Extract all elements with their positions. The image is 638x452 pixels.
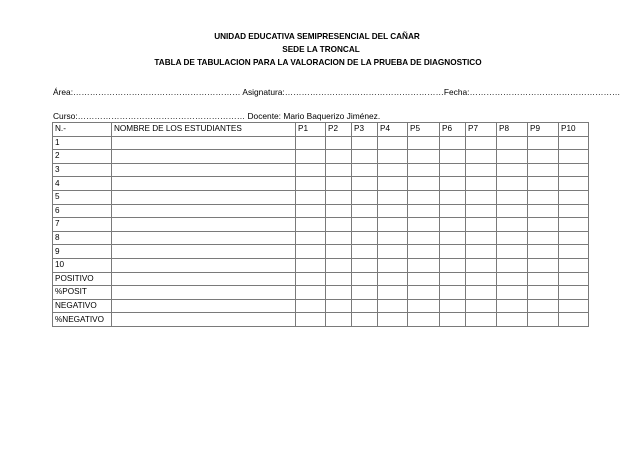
table-row xyxy=(53,245,589,259)
table-row xyxy=(53,258,589,272)
answer-cell xyxy=(440,218,466,232)
answer-cell xyxy=(296,136,326,150)
answer-cell xyxy=(497,245,528,259)
row-label-cell: 1 xyxy=(53,136,112,150)
student-name-cell xyxy=(112,299,296,313)
answer-cell xyxy=(326,231,352,245)
student-name-cell xyxy=(112,258,296,272)
header-cell-students: NOMBRE DE LOS ESTUDIANTES xyxy=(112,123,296,137)
header-cell-number: N.- xyxy=(53,123,112,137)
answer-cell xyxy=(352,204,378,218)
answer-cell xyxy=(326,258,352,272)
answer-cell xyxy=(559,258,589,272)
row-label-cell: 6 xyxy=(53,204,112,218)
answer-cell xyxy=(408,286,440,300)
answer-cell xyxy=(326,136,352,150)
answer-cell xyxy=(326,245,352,259)
answer-cell xyxy=(352,218,378,232)
row-label-cell: 7 xyxy=(53,218,112,232)
answer-cell xyxy=(559,299,589,313)
student-name-cell xyxy=(112,245,296,259)
answer-cell xyxy=(559,286,589,300)
answer-cell xyxy=(408,245,440,259)
answer-cell xyxy=(497,163,528,177)
answer-cell xyxy=(440,299,466,313)
answer-cell xyxy=(378,177,408,191)
document-header xyxy=(0,30,638,69)
row-label-cell: 4 xyxy=(53,177,112,191)
answer-cell xyxy=(528,136,559,150)
answer-cell xyxy=(296,299,326,313)
row-label-cell: POSITIVO xyxy=(53,272,112,286)
student-name-cell xyxy=(112,272,296,286)
answer-cell xyxy=(352,272,378,286)
answer-cell xyxy=(440,163,466,177)
info-line-area xyxy=(53,87,620,97)
answer-cell xyxy=(528,204,559,218)
answer-cell xyxy=(466,258,497,272)
row-label-cell: %NEGATIVO xyxy=(53,313,112,327)
answer-cell xyxy=(408,204,440,218)
answer-cell xyxy=(296,313,326,327)
answer-cell xyxy=(497,313,528,327)
answer-cell xyxy=(559,163,589,177)
answer-cell xyxy=(326,150,352,164)
answer-cell xyxy=(528,190,559,204)
asignatura-field: Asignatura:………………………………………………… xyxy=(240,87,444,97)
student-name-cell xyxy=(112,231,296,245)
answer-cell xyxy=(296,190,326,204)
answer-cell xyxy=(559,136,589,150)
answer-cell xyxy=(326,272,352,286)
answer-cell xyxy=(466,177,497,191)
answer-cell xyxy=(497,231,528,245)
answer-cell xyxy=(528,299,559,313)
answer-cell xyxy=(352,163,378,177)
answer-cell xyxy=(408,177,440,191)
answer-cell xyxy=(296,163,326,177)
answer-cell xyxy=(352,177,378,191)
header-cell-p7: P7 xyxy=(466,123,497,137)
answer-cell xyxy=(440,245,466,259)
answer-cell xyxy=(408,313,440,327)
answer-cell xyxy=(326,190,352,204)
answer-cell xyxy=(326,177,352,191)
answer-cell xyxy=(440,150,466,164)
student-name-cell xyxy=(112,286,296,300)
answer-cell xyxy=(528,163,559,177)
answer-cell xyxy=(296,231,326,245)
answer-cell xyxy=(326,218,352,232)
answer-cell xyxy=(352,231,378,245)
answer-cell xyxy=(378,204,408,218)
answer-cell xyxy=(296,177,326,191)
row-label-cell: 2 xyxy=(53,150,112,164)
answer-cell xyxy=(497,204,528,218)
header-cell-p5: P5 xyxy=(408,123,440,137)
answer-cell xyxy=(352,299,378,313)
answer-cell xyxy=(408,136,440,150)
student-name-cell xyxy=(112,136,296,150)
student-name-cell xyxy=(112,190,296,204)
answer-cell xyxy=(497,299,528,313)
answer-cell xyxy=(440,177,466,191)
answer-cell xyxy=(559,313,589,327)
answer-cell xyxy=(528,245,559,259)
answer-cell xyxy=(378,258,408,272)
answer-cell xyxy=(440,231,466,245)
row-label-cell: 3 xyxy=(53,163,112,177)
answer-cell xyxy=(559,204,589,218)
student-name-cell xyxy=(112,218,296,232)
answer-cell xyxy=(326,286,352,300)
answer-cell xyxy=(352,136,378,150)
header-cell-p4: P4 xyxy=(378,123,408,137)
student-name-cell xyxy=(112,204,296,218)
answer-cell xyxy=(528,231,559,245)
document-title: TABLA DE TABULACION PARA LA VALORACION DE LA PRUEBA DE DIAGNOSTICO xyxy=(154,58,482,67)
answer-cell xyxy=(408,299,440,313)
answer-cell xyxy=(326,204,352,218)
answer-cell xyxy=(559,177,589,191)
answer-cell xyxy=(440,272,466,286)
info-line-curso xyxy=(53,111,380,121)
answer-cell xyxy=(296,272,326,286)
table-row xyxy=(53,136,589,150)
answer-cell xyxy=(466,190,497,204)
row-label-cell: 10 xyxy=(53,258,112,272)
answer-cell xyxy=(408,272,440,286)
school-name: UNIDAD EDUCATIVA SEMIPRESENCIAL DEL CAÑAR xyxy=(214,32,420,41)
answer-cell xyxy=(378,190,408,204)
answer-cell xyxy=(296,204,326,218)
answer-cell xyxy=(326,299,352,313)
answer-cell xyxy=(528,313,559,327)
answer-cell xyxy=(497,272,528,286)
answer-cell xyxy=(559,150,589,164)
answer-cell xyxy=(378,313,408,327)
answer-cell xyxy=(378,272,408,286)
answer-cell xyxy=(408,258,440,272)
answer-cell xyxy=(440,190,466,204)
answer-cell xyxy=(378,286,408,300)
answer-cell xyxy=(408,150,440,164)
answer-cell xyxy=(408,190,440,204)
answer-cell xyxy=(440,286,466,300)
answer-cell xyxy=(440,313,466,327)
answer-cell xyxy=(296,258,326,272)
answer-cell xyxy=(408,231,440,245)
student-name-cell xyxy=(112,313,296,327)
answer-cell xyxy=(559,218,589,232)
answer-cell xyxy=(466,136,497,150)
answer-cell xyxy=(378,245,408,259)
answer-cell xyxy=(466,150,497,164)
area-field: Área:…………………………………………………… xyxy=(53,87,241,97)
table-row xyxy=(53,218,589,232)
header-cell-p6: P6 xyxy=(440,123,466,137)
answer-cell xyxy=(466,204,497,218)
answer-cell xyxy=(296,245,326,259)
answer-cell xyxy=(497,258,528,272)
header-cell-p2: P2 xyxy=(326,123,352,137)
answer-cell xyxy=(378,150,408,164)
answer-cell xyxy=(528,218,559,232)
answer-cell xyxy=(559,231,589,245)
answer-cell xyxy=(466,163,497,177)
answer-cell xyxy=(497,177,528,191)
answer-cell xyxy=(528,272,559,286)
table-row xyxy=(53,299,589,313)
answer-cell xyxy=(378,231,408,245)
student-name-cell xyxy=(112,150,296,164)
answer-cell xyxy=(528,286,559,300)
curso-docente-field: Curso:…………………………………………………… Docente: Mario Baquerizo Jiménez. xyxy=(53,111,381,121)
table-row xyxy=(53,286,589,300)
answer-cell xyxy=(528,150,559,164)
answer-cell xyxy=(466,272,497,286)
answer-cell xyxy=(296,150,326,164)
answer-cell xyxy=(352,150,378,164)
answer-cell xyxy=(466,299,497,313)
table-header-row xyxy=(53,123,589,137)
row-label-cell: NEGATIVO xyxy=(53,299,112,313)
table-row xyxy=(53,190,589,204)
answer-cell xyxy=(408,218,440,232)
answer-cell xyxy=(440,136,466,150)
table-row xyxy=(53,272,589,286)
answer-cell xyxy=(296,218,326,232)
answer-cell xyxy=(296,286,326,300)
header-cell-p3: P3 xyxy=(352,123,378,137)
answer-cell xyxy=(378,163,408,177)
student-name-cell xyxy=(112,177,296,191)
table-row xyxy=(53,204,589,218)
answer-cell xyxy=(466,286,497,300)
answer-cell xyxy=(466,313,497,327)
answer-cell xyxy=(528,177,559,191)
answer-cell xyxy=(528,258,559,272)
table-row xyxy=(53,231,589,245)
fecha-field: Fecha:……………………………………………… xyxy=(443,87,621,97)
answer-cell xyxy=(408,163,440,177)
tabulation-table xyxy=(52,122,589,327)
answer-cell xyxy=(352,190,378,204)
row-label-cell: 5 xyxy=(53,190,112,204)
answer-cell xyxy=(352,258,378,272)
answer-cell xyxy=(559,245,589,259)
table-row xyxy=(53,313,589,327)
answer-cell xyxy=(497,150,528,164)
row-label-cell: 9 xyxy=(53,245,112,259)
table-row xyxy=(53,163,589,177)
answer-cell xyxy=(466,245,497,259)
answer-cell xyxy=(559,190,589,204)
answer-cell xyxy=(440,258,466,272)
campus-name: SEDE LA TRONCAL xyxy=(282,45,360,54)
answer-cell xyxy=(378,218,408,232)
table-row xyxy=(53,150,589,164)
answer-cell xyxy=(466,231,497,245)
answer-cell xyxy=(378,136,408,150)
answer-cell xyxy=(352,245,378,259)
row-label-cell: 8 xyxy=(53,231,112,245)
answer-cell xyxy=(440,204,466,218)
answer-cell xyxy=(497,218,528,232)
student-name-cell xyxy=(112,163,296,177)
answer-cell xyxy=(378,299,408,313)
answer-cell xyxy=(497,136,528,150)
answer-cell xyxy=(326,313,352,327)
answer-cell xyxy=(326,163,352,177)
row-label-cell: %POSIT xyxy=(53,286,112,300)
answer-cell xyxy=(559,272,589,286)
answer-cell xyxy=(466,218,497,232)
answer-cell xyxy=(352,286,378,300)
answer-cell xyxy=(497,286,528,300)
answer-cell xyxy=(497,190,528,204)
header-cell-p1: P1 xyxy=(296,123,326,137)
header-cell-p8: P8 xyxy=(497,123,528,137)
table-row xyxy=(53,177,589,191)
header-cell-p10: P10 xyxy=(559,123,589,137)
answer-cell xyxy=(352,313,378,327)
header-cell-p9: P9 xyxy=(528,123,559,137)
